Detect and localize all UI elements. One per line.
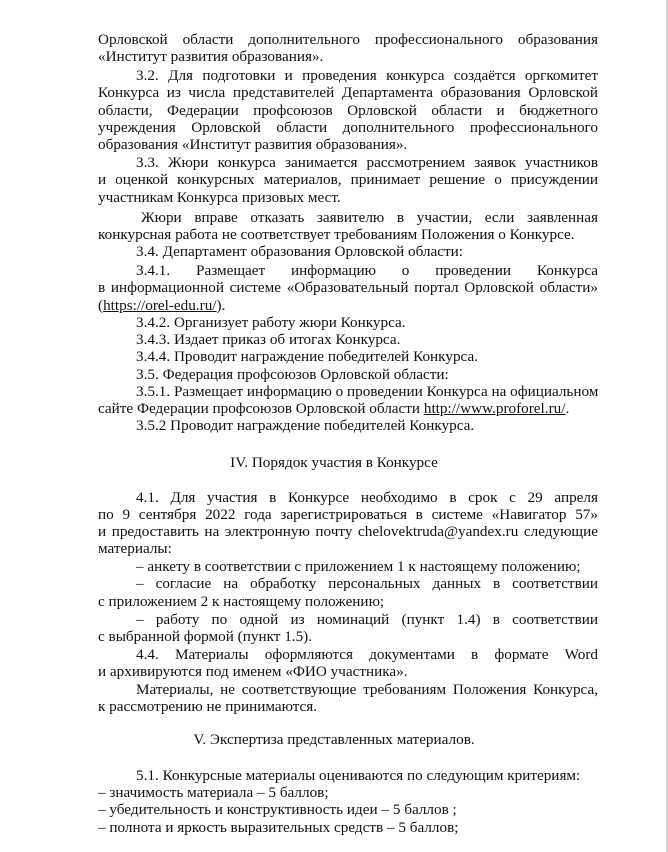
text-line — [98, 297, 598, 314]
criteria-item: – значимость материала – 5 баллов; — [98, 784, 329, 801]
text-line — [98, 400, 598, 417]
criteria-item: – убедительность и конструктивность идеи – 5 баллов ; — [98, 801, 457, 818]
paragraph-3-5-1-line: 3.5.1. Размещает информацию о проведении Конкурса на официальном — [136, 383, 599, 400]
orel-edu-link[interactable]: https://orel-edu.ru/ — [103, 297, 217, 314]
text-line: образования «Институт развития образования». — [98, 136, 408, 153]
paragraph-3-5-line: 3.5. Федерация профсоюзов Орловской области: — [136, 366, 449, 383]
text-line: и архивируются под именем «ФИО участника». — [98, 663, 408, 680]
paragraph-4-1-line: 4.1. Для участия в Конкурсе необходимо в срок с 29 апреля — [136, 489, 598, 506]
text-line: в информационной системе «Образовательный портал Орловской области» — [98, 279, 598, 296]
list-item-line: – работу по одной из номинаций (пункт 1.4) в соответствии — [136, 611, 598, 628]
text-fragment: сайте Федерации профсоюзов Орловской области — [98, 400, 424, 417]
list-item-line: – анкету в соответствии с приложением 1 к настоящему положению; — [136, 558, 581, 575]
paragraph-jury-line: Жюри вправе отказать заявителю в участии, если заявленная — [141, 209, 598, 226]
text-line: области, Федерации профсоюзов Орловской области и бюджетного — [98, 102, 598, 119]
paragraph-3-2-line: 3.2. Для подготовки и проведения конкурса создаётся оргкомитет — [136, 67, 598, 84]
paragraph-3-4-2-line: 3.4.2. Организует работу жюри Конкурса. — [136, 314, 406, 331]
paragraph-materials-line: Материалы, не соответствующие требованиям Положения Конкурса, — [136, 681, 598, 698]
text-line: с выбранной формой (пункт 1.5). — [98, 628, 313, 645]
text-line: и предоставить на электронную почту chelovektruda@yandex.ru следующие — [98, 523, 598, 540]
section-heading-iv: IV. Порядок участия в Конкурсе — [230, 454, 438, 471]
paragraph-3-4-1-line: 3.4.1. Размещает информацию о проведении Конкурса — [136, 262, 598, 279]
text-line: к рассмотрению не принимаются. — [98, 698, 318, 715]
text-line: конкурсная работа не соответствует требованиям Положения о Конкурсе. — [98, 226, 575, 243]
text-line: по 9 сентября 2022 года зарегистрироваться в системе «Навигатор 57» — [98, 506, 598, 523]
text-fragment: . — [565, 400, 570, 417]
paren-open: ( — [98, 297, 104, 314]
paren-close: ). — [216, 297, 226, 314]
paragraph-3-4-line: 3.4. Департамент образования Орловской области: — [136, 243, 463, 260]
criteria-item: – полнота и яркость выразительных средств – 5 баллов; — [98, 819, 459, 836]
text-line: материалы: — [98, 540, 172, 557]
text-line: и оценкой конкурсных материалов, принимает решение о присуждении — [98, 171, 598, 188]
proforel-link[interactable]: http://www.proforel.ru/ — [423, 400, 566, 417]
paragraph-3-4-4-line: 3.4.4. Проводит награждение победителей Конкурса. — [136, 348, 478, 365]
paragraph-5-1-line: 5.1. Конкурсные материалы оцениваются по следующим критериям: — [136, 767, 581, 784]
paragraph-3-3-line: 3.3. Жюри конкурса занимается рассмотрением заявок участников — [136, 154, 598, 171]
paragraph-4-4-line: 4.4. Материалы оформляются документами в формате Word — [136, 646, 598, 663]
section-heading-v: V. Экспертиза представленных материалов. — [193, 731, 475, 748]
text-line: учреждения Орловской области дополнительного профессионального — [98, 119, 598, 136]
paragraph-3-4-3-line: 3.4.3. Издает приказ об итогах Конкурса. — [136, 331, 401, 348]
list-item-line: – согласие на обработку персональных данных в соответствии — [136, 575, 598, 592]
text-line: Конкурса из числа представителей Департамента образования Орловской — [98, 84, 598, 101]
paragraph-3-5-2-line: 3.5.2 Проводит награждение победителей Конкурса. — [136, 417, 475, 434]
text-line: с приложением 2 к настоящему положению; — [98, 593, 385, 610]
text-line: Орловской области дополнительного профессионального образования — [98, 31, 598, 48]
text-line: «Институт развития образования». — [98, 48, 324, 65]
text-line: участникам Конкурса призовых мест. — [98, 189, 341, 206]
